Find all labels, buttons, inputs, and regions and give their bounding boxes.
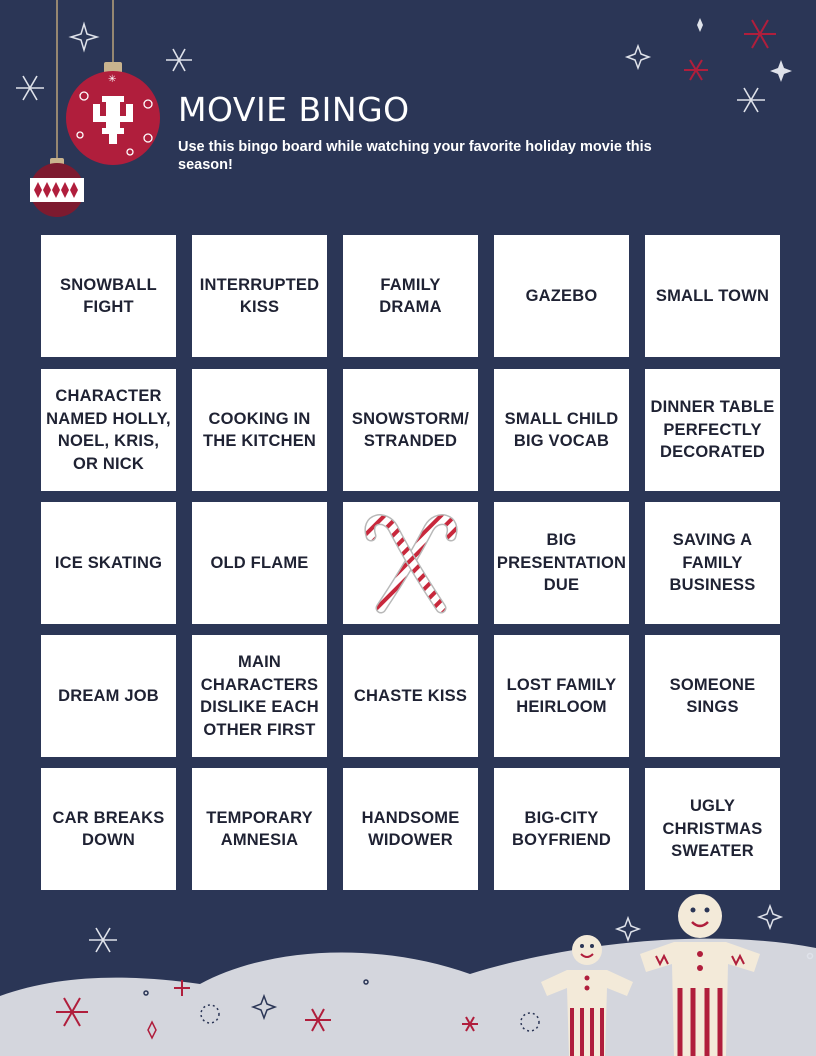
sparkle-icon <box>71 18 792 82</box>
bingo-cell-label: UGLY CHRISTMAS SWEATER <box>662 797 763 861</box>
bingo-cell[interactable] <box>41 235 176 357</box>
candy-cane-icon <box>361 508 461 618</box>
snow-scene <box>0 856 816 1056</box>
bingo-cell[interactable] <box>192 235 327 357</box>
bingo-cell[interactable] <box>494 369 629 491</box>
iu-ornament-icon <box>66 62 160 165</box>
bingo-cell[interactable] <box>494 235 629 357</box>
bingo-free-space[interactable] <box>343 502 478 624</box>
bingo-cell[interactable] <box>41 502 176 624</box>
bingo-cell-label: OLD FLAME <box>210 553 309 572</box>
svg-text:✳: ✳ <box>108 74 117 85</box>
ornament-decorations <box>0 0 816 260</box>
bingo-cell[interactable] <box>645 502 780 624</box>
red-snowflake-icon <box>684 20 776 80</box>
bingo-cell[interactable] <box>645 235 780 357</box>
bingo-cell-label: BIG-CITY BOYFRIEND <box>512 808 611 849</box>
bingo-cell-label: SOMEONE SINGS <box>669 675 756 716</box>
bingo-cell[interactable] <box>494 502 629 624</box>
bingo-cell-label: SMALL TOWN <box>655 286 770 305</box>
bingo-cell[interactable] <box>192 635 327 757</box>
bingo-cell-label: ICE SKATING <box>54 553 163 572</box>
bingo-cell-label: SAVING A FAMILY BUSINESS <box>669 531 756 595</box>
bingo-cell-label: GAZEBO <box>525 286 598 305</box>
bingo-cell[interactable] <box>41 635 176 757</box>
bingo-cell-label: CHARACTER NAMED HOLLY, NOEL, KRIS, OR NICK <box>46 387 171 473</box>
page-subtitle: Use this bingo board while watching your favorite holiday movie this season! <box>178 139 652 173</box>
bingo-cell[interactable] <box>343 369 478 491</box>
bingo-cell-label: DREAM JOB <box>58 686 159 705</box>
bingo-cell-label: TEMPORARY AMNESIA <box>206 808 313 849</box>
bingo-cell-label: MAIN CHARACTERS DISLIKE EACH OTHER FIRST <box>200 653 319 739</box>
bingo-cell[interactable] <box>494 635 629 757</box>
bingo-cell[interactable] <box>192 369 327 491</box>
bingo-cell-label: BIG PRESENTATION DUE <box>496 531 627 595</box>
bingo-cell-label: LOST FAMILY HEIRLOOM <box>506 675 617 716</box>
bingo-cell[interactable] <box>192 502 327 624</box>
bingo-cell-label: HANDSOME WIDOWER <box>361 808 460 849</box>
bingo-cell[interactable] <box>645 369 780 491</box>
bingo-cell-label: DINNER TABLE PERFECTLY DECORATED <box>650 398 775 462</box>
bingo-cell[interactable] <box>343 235 478 357</box>
bingo-cell-label: SNOWBALL FIGHT <box>60 275 157 316</box>
page-title: MOVIE BINGO <box>178 90 410 129</box>
bingo-cell-label: CHASTE KISS <box>353 686 468 705</box>
bingo-cell-label: COOKING IN THE KITCHEN <box>202 409 317 450</box>
bingo-cell[interactable] <box>645 635 780 757</box>
bingo-cell-label: CAR BREAKS DOWN <box>52 808 165 849</box>
small-ornament-icon <box>30 158 84 217</box>
bingo-cell-label: SMALL CHILD BIG VOCAB <box>504 409 619 450</box>
bingo-cell-label: FAMILY DRAMA <box>379 275 442 316</box>
snowflake-icon <box>89 928 117 952</box>
bingo-cell[interactable] <box>41 369 176 491</box>
bingo-cell-label: INTERRUPTED KISS <box>199 275 320 316</box>
bingo-cell[interactable] <box>343 635 478 757</box>
bingo-cell-label: SNOWSTORM/ STRANDED <box>351 409 470 450</box>
